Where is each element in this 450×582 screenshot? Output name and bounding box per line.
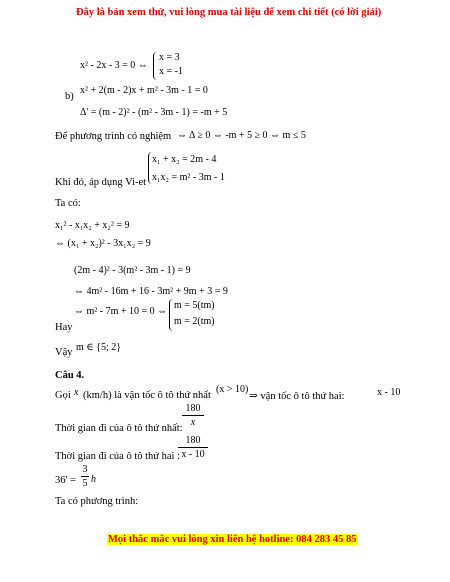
delta-b: Δ' = (m - 2)² - (m² - 3m - 1) = -m + 5	[80, 107, 228, 118]
step-2: ⇔ (x₁ + x₂)² - 3x₁x₂ = 9	[55, 238, 151, 249]
step-3: (2m - 4)² - 3(m² - 3m - 1) = 9	[74, 265, 191, 276]
vieta-text: Khi đó, áp dụng Vi-et	[55, 177, 147, 188]
time-1-label: Thời gian đi của ô tô thứ nhất:	[55, 423, 183, 434]
x-condition: (x > 10)	[216, 384, 249, 395]
vieta-eq-2: x₁x₂ = m² - 3m - 1	[152, 172, 225, 183]
label-b: b)	[65, 91, 74, 102]
time-1-numerator: 180	[185, 403, 201, 414]
ta-co-label: Ta có:	[55, 198, 81, 209]
var-x: x	[74, 387, 79, 398]
goi-text-b: (km/h) là vận tốc ô tô thứ nhất	[83, 390, 211, 401]
conclusion-label: Vậy	[55, 347, 73, 358]
conversion-numerator: 3	[82, 464, 88, 475]
time-1-denominator: x	[190, 417, 196, 428]
fraction-bar	[182, 415, 204, 416]
time-1-fraction	[182, 403, 204, 428]
fraction-bar	[178, 447, 208, 448]
time-2-numerator: 180	[185, 435, 201, 446]
vieta-eq-1: x₁ + x₂ = 2m - 4	[152, 154, 217, 165]
goi-text-a: Gọi	[55, 390, 71, 401]
hotline-footer: Mọi thắc mắc vui lòng xin liên hệ hotline: 084 283 45 85	[108, 534, 357, 545]
fraction-bar	[81, 476, 89, 477]
step-4: ⇔ 4m² - 16m + 16 - 3m² + 9m + 3 = 9	[74, 286, 228, 297]
condition-text: Để phương trình có nghiệm	[55, 131, 172, 142]
result-1: m = 5(tm)	[174, 300, 215, 311]
step-5: ⇔ m² - 7m + 10 = 0 ⇔	[74, 306, 168, 317]
conversion-unit: h	[91, 474, 96, 485]
time-2-fraction	[178, 435, 208, 460]
final-statement: Ta có phương trình:	[55, 496, 139, 507]
equation-b: x² + 2(m - 2)x + m² - 3m - 1 = 0	[80, 85, 208, 96]
preview-banner: Đây là bản xem thử, vui lòng mua tài liệu để xem chi tiết (có lời giải)	[76, 7, 382, 18]
equation-a: x² - 2x - 3 = 0 ⇔	[80, 60, 148, 71]
solution-a-2: x = -1	[159, 66, 183, 77]
time-2-denominator: x - 10	[181, 449, 205, 460]
result-2: m = 2(tm)	[174, 316, 215, 327]
conversion-fraction	[81, 464, 89, 489]
time-2-label: Thời gian đi của ô tô thứ hai :	[55, 451, 180, 462]
conversion-denominator: 5	[82, 478, 88, 489]
hay-label: Hay	[55, 322, 73, 333]
conversion-left: 36' =	[55, 475, 76, 486]
goi-text-c: ⇒ vận tốc ô tô thứ hai:	[249, 391, 345, 402]
conclusion-math: m ∈ {5; 2}	[76, 342, 122, 353]
brace-a	[153, 52, 158, 80]
speed-2: x - 10	[377, 387, 401, 398]
step-1: x₁² - x₁x₂ + x₂² = 9	[55, 220, 130, 231]
question-4-title: Câu 4.	[55, 370, 85, 381]
solution-a-1: x = 3	[159, 52, 180, 63]
condition-math: ⇔ Δ ≥ 0 ⇔ -m + 5 ≥ 0 ⇔ m ≤ 5	[177, 130, 306, 141]
